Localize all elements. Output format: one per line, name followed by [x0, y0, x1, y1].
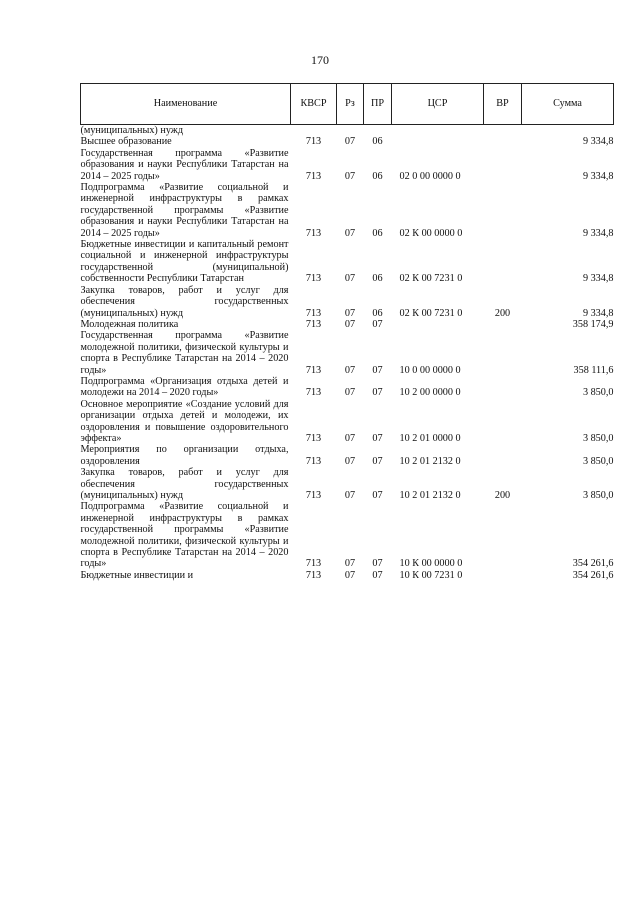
- table-row: [81, 182, 614, 239]
- cell-csr: 10 2 01 2132 0: [399, 490, 461, 501]
- table-row: [81, 376, 614, 399]
- cell-kvsr: [291, 125, 337, 137]
- cell-vr: [484, 148, 522, 182]
- cell-pr: 06: [372, 273, 383, 285]
- cell-rz: 07: [344, 455, 356, 467]
- cell-csr: 10 К 00 7231 0: [399, 569, 463, 581]
- cell-sum: 354 261,6: [572, 569, 614, 581]
- cell-sum: 354 261,6: [572, 558, 614, 570]
- cell-csr: 10 2 00 0000 0: [399, 387, 461, 399]
- cell-rz: 07: [344, 569, 356, 581]
- header-rz: Рз: [337, 84, 364, 125]
- cell-vr: [484, 399, 522, 445]
- cell-vr: [484, 182, 522, 239]
- cell-csr: 02 0 00 0000 0: [399, 170, 461, 182]
- table-row: [81, 467, 614, 501]
- cell-pr: 06: [372, 136, 383, 148]
- cell-sum: 3 850,0: [582, 432, 614, 444]
- cell-name: Подпрограмма «Организация отдыха детей и молодежи на 2014 – 2020 годы»: [80, 375, 289, 399]
- cell-vr: [484, 501, 522, 569]
- cell-csr: 02 К 00 7231 0: [399, 273, 463, 285]
- cell-name: Государственная программа «Развитие молодежной политики, физической культуры и спорта в Республике Татарстан на 2014 – 2020 годы»: [80, 330, 289, 376]
- cell-pr: 07: [372, 455, 383, 467]
- page-number: 170: [311, 53, 329, 67]
- cell-pr: 06: [372, 227, 383, 239]
- cell-kvsr: 713: [305, 455, 322, 467]
- cell-vr: [484, 444, 522, 467]
- cell-name: Высшее образование: [80, 136, 172, 148]
- cell-pr: 07: [372, 432, 383, 444]
- cell-rz: 07: [344, 307, 356, 319]
- cell-sum: 358 111,6: [573, 364, 614, 376]
- cell-sum: [522, 125, 614, 137]
- cell-vr: 200: [494, 307, 511, 319]
- cell-csr: 02 К 00 7231 0: [399, 307, 463, 319]
- cell-sum: 9 334,8: [582, 307, 614, 319]
- cell-sum: 358 174,9: [572, 318, 614, 330]
- header-row: [81, 84, 614, 125]
- cell-name: Молодежная политика: [80, 318, 179, 330]
- header-kvsr: КВСР: [291, 84, 337, 125]
- cell-rz: 07: [344, 318, 356, 330]
- cell-csr: 02 К 00 0000 0: [399, 227, 463, 239]
- cell-kvsr: 713: [305, 318, 322, 330]
- cell-name: Государственная программа «Развитие образования и науки Республики Татарстан на 2014 – 2025 годы»: [80, 147, 289, 182]
- table-row: [81, 239, 614, 285]
- cell-name: (муниципальных) нужд: [80, 125, 183, 136]
- table-row: [81, 570, 614, 581]
- cell-pr: 07: [372, 490, 383, 501]
- cell-sum: 3 850,0: [582, 455, 614, 467]
- cell-kvsr: 713: [305, 558, 322, 570]
- cell-kvsr: 713: [305, 387, 322, 399]
- cell-rz: 07: [344, 136, 356, 148]
- cell-kvsr: 713: [305, 432, 322, 444]
- cell-kvsr: 713: [305, 307, 322, 319]
- cell-vr: [484, 136, 522, 147]
- cell-vr: [484, 319, 522, 330]
- cell-kvsr: 713: [305, 364, 322, 376]
- header-sum: Сумма: [522, 84, 614, 125]
- cell-csr: [392, 136, 484, 147]
- cell-kvsr: 713: [305, 227, 322, 239]
- cell-sum: 3 850,0: [582, 490, 614, 501]
- table-row: [81, 125, 614, 137]
- cell-rz: 07: [344, 387, 356, 399]
- cell-vr: [484, 570, 522, 581]
- table-row: [81, 501, 614, 569]
- table-row: [81, 319, 614, 330]
- cell-csr: 10 К 00 0000 0: [399, 558, 463, 570]
- cell-rz: 07: [344, 170, 356, 182]
- table-row: [81, 444, 614, 467]
- cell-name: Основное мероприятие «Создание условий для организации отдыха детей и молодежи, их оздоровления и повышение оздоровительного эффекта»: [80, 398, 289, 444]
- cell-kvsr: 713: [305, 569, 322, 581]
- cell-kvsr: 713: [305, 273, 322, 285]
- header-csr: ЦСР: [392, 84, 484, 125]
- cell-pr: 06: [372, 307, 383, 319]
- cell-name: Закупка товаров, работ и услуг для обеспечения государственных (муниципальных) нужд: [80, 284, 289, 319]
- cell-pr: 07: [372, 558, 383, 570]
- cell-kvsr: 713: [305, 490, 322, 501]
- table-row: [81, 148, 614, 182]
- cell-vr: [484, 125, 522, 137]
- table-body: [81, 125, 614, 582]
- cell-sum: 3 850,0: [582, 387, 614, 399]
- cell-rz: 07: [344, 490, 356, 501]
- cell-vr: 200: [494, 490, 511, 501]
- cell-pr: 07: [372, 364, 383, 376]
- cell-rz: 07: [344, 432, 356, 444]
- cell-rz: 07: [344, 558, 356, 570]
- cell-name: Мероприятия по организации отдыха, оздоровления: [80, 444, 289, 467]
- cell-pr: 06: [372, 170, 383, 182]
- cell-name: Подпрограмма «Развитие социальной и инженерной инфраструктуры в рамках государственной программы «Развитие образования и науки Республики Татарстан на 2014 – 2025 годы»: [80, 182, 289, 239]
- cell-csr: 10 0 00 0000 0: [399, 364, 461, 376]
- cell-vr: [484, 330, 522, 376]
- table-row: [81, 285, 614, 319]
- header-vr: ВР: [484, 84, 522, 125]
- cell-csr: [392, 125, 484, 137]
- cell-sum: 9 334,8: [582, 273, 614, 285]
- table-row: [81, 399, 614, 445]
- table-row: [81, 330, 614, 376]
- cell-csr: [392, 319, 484, 330]
- cell-pr: 07: [372, 387, 383, 399]
- cell-sum: 9 334,8: [582, 170, 614, 182]
- budget-table: [80, 83, 614, 581]
- header-pr: ПР: [364, 84, 392, 125]
- cell-sum: 9 334,8: [582, 136, 614, 148]
- cell-kvsr: 713: [305, 170, 322, 182]
- cell-rz: 07: [344, 273, 356, 285]
- table-header: [81, 84, 614, 125]
- cell-csr: 10 2 01 2132 0: [399, 455, 461, 467]
- cell-pr: 07: [372, 318, 383, 330]
- cell-csr: 10 2 01 0000 0: [399, 432, 461, 444]
- cell-name: Подпрограмма «Развитие социальной и инженерной инфраструктуры в рамках государственной программы «Развитие молодежной политики, физической культуры и спорта в Республике Татарстан на 2014 – 2020 годы»: [80, 501, 289, 570]
- cell-rz: 07: [344, 364, 356, 376]
- cell-pr: 07: [372, 569, 383, 581]
- cell-name: Бюджетные инвестиции и капитальный ремонт социальной и инженерной инфраструктуры государственной (муниципальной) собственности Республики Татарстан: [80, 239, 289, 285]
- table-row: [81, 136, 614, 147]
- cell-rz: 07: [344, 227, 356, 239]
- cell-pr: [364, 125, 392, 137]
- cell-sum: 9 334,8: [582, 227, 614, 239]
- cell-vr: [484, 239, 522, 285]
- header-name: Наименование: [81, 84, 291, 125]
- cell-kvsr: 713: [305, 136, 322, 148]
- cell-vr: [484, 376, 522, 399]
- cell-name: Бюджетные инвестиции и: [80, 569, 194, 581]
- cell-name: Закупка товаров, работ и услуг для обеспечения государственных (муниципальных) нужд: [80, 467, 289, 501]
- cell-rz: [337, 125, 364, 137]
